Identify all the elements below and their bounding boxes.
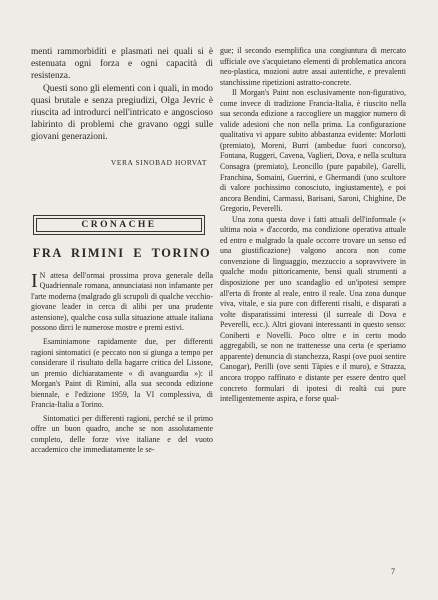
paragraph: I N attesa dell'ormai prossima prova generale della Quadriennale romana, annunciatasi non infamante per l'arte moderna (malgrado gli scrupoli di qualche vecchio-giovane leader in cerca di alibi per una prudente astensione), qualche cosa sulla situazione attuale italiana possono dirci le numerose mostre e premi estivi. bbox=[31, 269, 213, 333]
left-column bbox=[31, 46, 213, 456]
author-signature: VERA SINOBAD HORVAT bbox=[110, 157, 207, 167]
paragraph: menti rammorbiditi e plasmati nei quali si è estenuata ogni forza e ogni capacità di resistenza. bbox=[31, 47, 213, 82]
section-header-box bbox=[33, 215, 205, 235]
drop-cap: I bbox=[31, 269, 38, 292]
paragraph: Questi sono gli elementi con i quali, in modo quasi brutale e senza pregiudizi, Olga Jevric è riuscita ad introdurci nell'intricato e angoscioso labirinto di problemi che gravano oggi sulle giovani generazioni. bbox=[31, 83, 213, 143]
paragraph: Sintomatici per differenti ragioni, perché se il primo offre un buon quadro, anche se non assolutamente completo, delle forze vive italiane e del vuoto accademico che immediatamente le se- bbox=[31, 413, 213, 455]
right-column bbox=[220, 46, 406, 405]
page-number: 7 bbox=[391, 567, 395, 576]
paragraph: gue; il secondo esemplifica una congiuntura di mercato ufficiale ove s'acquietano elementi di problematica ancora neo-plastica, mozioni autre assai autentiche, e prevalenti stanchissime ripetizioni astratto-concrete. bbox=[220, 46, 406, 87]
paragraph: Una zona questa dove i fatti attuali dell'informale (« ultima noia » d'accordo, ma condizione operativa attuale ed entro e malgrado la quale occorre trovare un senso ed una giustificazione) valgono ancora non come convenzione di linguaggio, mezzuccio a sopravvivere in qualche modo pittoricamente, bensì quali strumenti a disposizione per uno scandaglio ed un'ipotesi sempre all'erta di fronte al reale, entro il reale. Una zona dunque viva, vitale, e sia pure con differenti risalti, e disparati a volte disparatissimi interessi (il surreale di Dova e Peverelli, ecc.). Altri giovani interessanti in questo senso: Coniberti e Novelli. Poco oltre e in certo modo aggregabili, se non ne trattenesse una certa (e speriamo apparente) denuncia di stanchezza, Raspi (ove puoi sentire Canogar), Perilli (ove senti Tàpies e il muro), e Strazza, ancora troppo raffinato e distante per essere dentro quel concreto formulari di ipotesi di realtà cui pure intelligentemente aspira, e forse qual- bbox=[220, 214, 406, 404]
section-label: CRONACHE bbox=[36, 218, 202, 232]
paragraph: Il Morgan's Paint non esclusivamente non-figurativo, come invece di tradizione Francia-Italia, è riuscito nella sua seconda edizione a raccogliere un maggior numero di valide adesioni che non nella prima. La configurazione qualitativa vi appare subito abbastanza evidente: Morlotti (premiato), Moreni, Burri (ambedue fuori concorso), Fontana, Ruggeri, Cavena, Vaglieri, Dova, e nella scultura Consagra (premiato), Leoncillo (pure papabile), Garelli, Franchina, Somaini, Guerrini, e Ghermandi (uno scultore di valore pochissimo conosciuto, ingiustamente), e poi ancora Bendini, Carmassi, Barisani, Saroni, Chighine, De Gregorio, Peverelli. bbox=[220, 88, 406, 214]
article-body bbox=[31, 271, 213, 456]
article-title: FRA RIMINI E TORINO bbox=[32, 245, 212, 260]
paragraph: Esaminiamone rapidamente due, per differenti ragioni sintomatici (e peccato non si giunga a tempo per considerare il risultato della bagarre critica del Lissone, un premio dichiaratamente « di avanguardia »): il Morgan's Paint di Rimini, alla sua seconda edizione biennale, e l'edizione 1959, la VI complessiva, di Francia-Italia a Torino. bbox=[31, 337, 213, 410]
